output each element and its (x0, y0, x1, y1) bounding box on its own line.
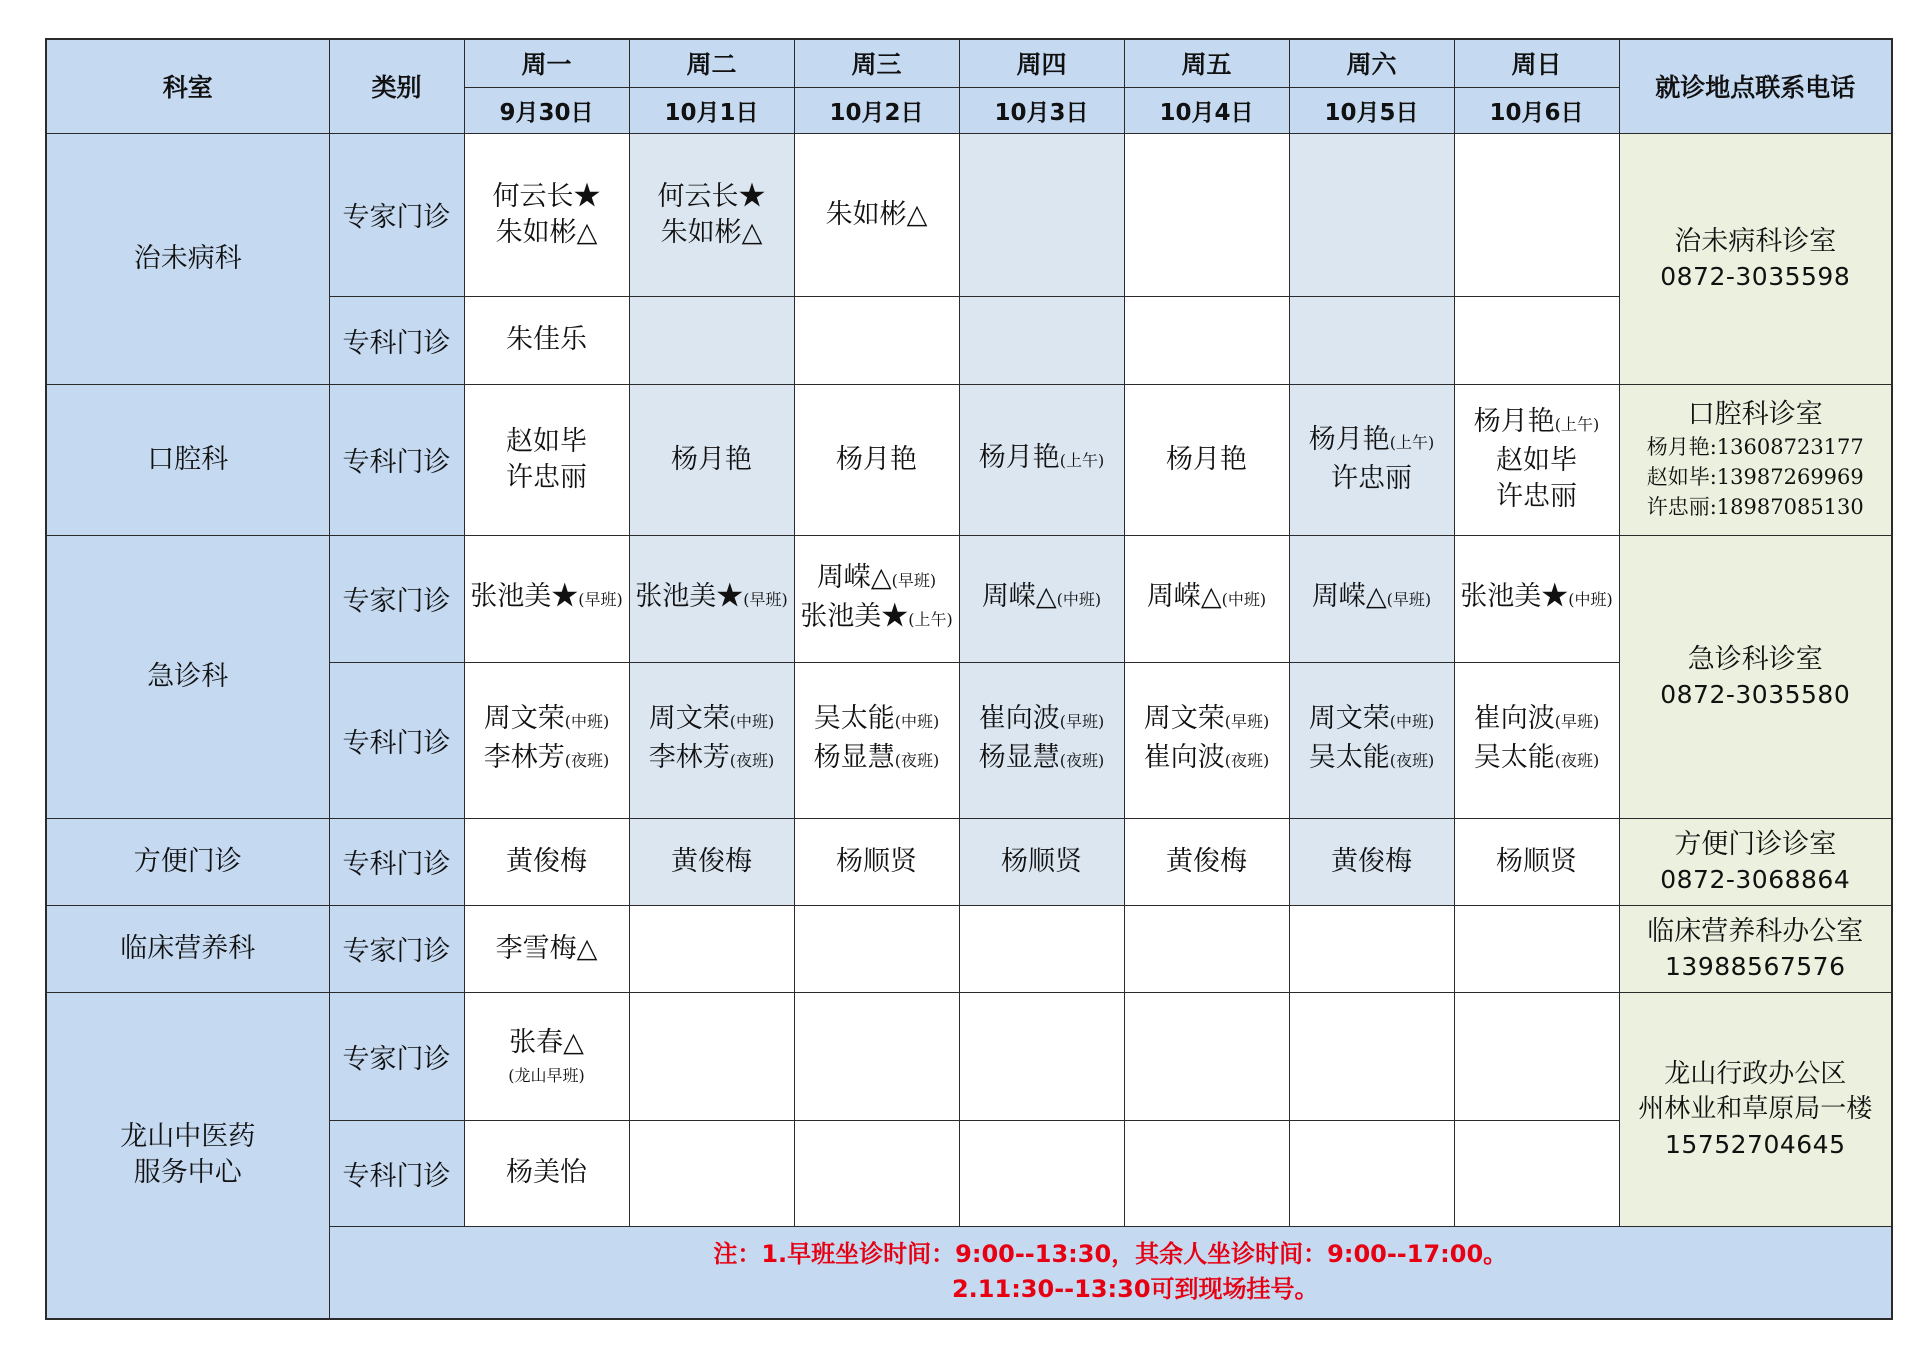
header-day-mon: 周一 (464, 39, 629, 87)
schedule-cell-sat (1289, 296, 1454, 384)
shift-label: (早班) (1386, 590, 1432, 609)
doctor-entry (1290, 461, 1454, 497)
contact-location: 临床营养科办公室 (1647, 915, 1864, 947)
contact-cell (1619, 992, 1892, 1226)
contact-phone: 许忠丽:18987085130 (1646, 495, 1864, 519)
contact-phone: 赵如毕:13987269969 (1646, 465, 1864, 489)
doctor-entry (1455, 579, 1619, 618)
doctor-name: 杨顺贤 (836, 845, 917, 877)
doctor-name: 张池美★ (800, 600, 909, 632)
category-cell: 专家门诊 (329, 133, 464, 296)
doctor-entry (465, 322, 629, 358)
footnote-line-2: 2.11:30--13:30可到现场挂号。 (951, 1275, 1319, 1304)
doctor-name: 黄俊梅 (671, 845, 752, 877)
shift-label: (中班) (564, 712, 610, 731)
doctor-name: 张池美★ (1460, 581, 1569, 612)
department-emergency (46, 535, 329, 818)
header-category: 类别 (329, 39, 464, 133)
contact-phone: 13988567576 (1665, 951, 1846, 981)
doctor-name: 周嵘△ (816, 561, 892, 593)
schedule-cell-wed (794, 905, 959, 992)
department-name: 方便门诊 (133, 845, 242, 877)
doctor-entry (465, 1025, 629, 1061)
doctor-name: 周嵘△ (1311, 581, 1387, 612)
doctor-name: 朱如彬△ (495, 216, 598, 248)
doctor-entry (630, 579, 794, 618)
doctor-name: 张池美★ (635, 581, 744, 612)
shift-label: (早班) (578, 590, 623, 609)
shift-label: (早班) (1554, 712, 1600, 731)
contact-location: 急诊科诊室 (1687, 643, 1823, 675)
schedule-cell-tue (629, 535, 794, 662)
department-name: 服务中心 (133, 1157, 242, 1189)
schedule-cell-wed (794, 992, 959, 1120)
department-name: 临床营养科 (120, 932, 256, 964)
department-convenience-clinic (46, 818, 329, 905)
contact-location: 口腔科诊室 (1687, 399, 1823, 430)
schedule-cell-mon (464, 905, 629, 992)
doctor-entry (960, 579, 1124, 618)
doctor-entry (795, 560, 959, 599)
shift-label: (夜班) (1389, 751, 1435, 770)
footnote (329, 1226, 1892, 1319)
footnote-label: 注： (713, 1240, 762, 1269)
doctor-entry (1290, 422, 1454, 461)
doctor-entry (630, 740, 794, 779)
doctor-entry (630, 215, 794, 251)
doctor-entry (1290, 740, 1454, 779)
schedule-cell-thu (959, 905, 1124, 992)
shift-label: (中班) (729, 712, 775, 731)
doctor-name: 杨月艳 (1473, 406, 1555, 437)
schedule-cell-thu (959, 133, 1124, 296)
schedule-cell-tue (629, 384, 794, 535)
contact-location: 治未病科诊室 (1674, 225, 1837, 257)
shift-label: (夜班) (1554, 751, 1600, 770)
doctor-entry (465, 931, 629, 967)
doctor-entry (1455, 740, 1619, 779)
schedule-cell-tue (629, 662, 794, 818)
doctor-entry (795, 701, 959, 740)
contact-cell (1619, 535, 1892, 818)
schedule-cell-mon (464, 992, 629, 1120)
header-day-thu: 周四 (959, 39, 1124, 87)
doctor-entry (465, 1155, 629, 1191)
shift-label: (上午) (1389, 433, 1435, 452)
schedule-cell-fri (1124, 1120, 1289, 1226)
doctor-name: 吴太能 (1308, 742, 1390, 773)
doctor-name: 吴太能 (813, 703, 895, 734)
doctor-entry (465, 844, 629, 880)
department-name: 口腔科 (147, 443, 229, 475)
category-cell: 专科门诊 (329, 296, 464, 384)
doctor-name: 许忠丽 (1331, 463, 1412, 494)
contact-cell (1619, 384, 1892, 535)
contact-cell (1619, 905, 1892, 992)
doctor-entry (630, 179, 794, 215)
doctor-name: 崔向波 (978, 703, 1060, 734)
shift-label: (夜班) (894, 751, 940, 770)
doctor-name: 赵如毕 (506, 425, 587, 457)
table-row (46, 992, 1892, 1120)
doctor-name: 赵如毕 (1496, 445, 1577, 476)
schedule-cell-sat (1289, 535, 1454, 662)
shift-label: (中班) (1056, 590, 1102, 609)
doctor-entry (1125, 740, 1289, 779)
schedule-cell-sat (1289, 1120, 1454, 1226)
schedule-cell-mon (464, 384, 629, 535)
schedule-cell-wed (794, 296, 959, 384)
doctor-name: 李林芳 (648, 742, 730, 773)
schedule-cell-sat (1289, 662, 1454, 818)
footnote-text: 1.早班坐诊时间：9:00--13:30，其余人坐诊时间：9:00--17:00。 (761, 1240, 1508, 1269)
category-cell: 专家门诊 (329, 905, 464, 992)
schedule-cell-wed (794, 535, 959, 662)
doctor-name: 许忠丽 (506, 461, 587, 493)
doctor-name: 杨月艳 (1166, 443, 1247, 475)
doctor-name: 杨顺贤 (1496, 845, 1577, 877)
contact-phone: 0872-3035598 (1660, 261, 1851, 291)
table-row (46, 818, 1892, 905)
schedule-cell-sun (1454, 992, 1619, 1120)
contact-cell (1619, 818, 1892, 905)
doctor-name: 杨月艳 (836, 443, 917, 475)
table-row (46, 384, 1892, 535)
shift-label: (夜班) (1059, 751, 1105, 770)
doctor-entry (465, 701, 629, 740)
doctor-name: 黄俊梅 (506, 845, 587, 877)
doctor-entry (465, 740, 629, 779)
doctor-entry (1455, 443, 1619, 479)
schedule-cell-sat (1289, 818, 1454, 905)
schedule-cell-sun (1454, 296, 1619, 384)
doctor-name: 何云长★ (657, 180, 766, 212)
doctor-entry (465, 179, 629, 215)
schedule-cell-sat (1289, 905, 1454, 992)
shift-label: (早班) (1059, 712, 1105, 731)
shift-label: (早班) (891, 570, 937, 590)
header-date-sat: 10月5日 (1289, 87, 1454, 133)
doctor-entry (1455, 701, 1619, 740)
doctor-name: 杨月艳 (978, 442, 1060, 473)
category-cell: 专科门诊 (329, 662, 464, 818)
contact-location: 龙山行政办公区 (1664, 1058, 1847, 1089)
shift-label: (早班) (743, 590, 788, 609)
table-row (46, 905, 1892, 992)
doctor-name: 周文荣 (1308, 703, 1390, 734)
doctor-name: 黄俊梅 (1331, 845, 1412, 877)
header-day-sun: 周日 (1454, 39, 1619, 87)
doctor-entry (795, 844, 959, 880)
doctor-name: 杨月艳 (671, 443, 752, 475)
shift-label: (夜班) (729, 751, 775, 770)
doctor-name: 朱佳乐 (506, 324, 587, 355)
doctor-name: 周嵘△ (981, 581, 1057, 612)
department-longshan-tcm-center (46, 992, 329, 1319)
doctor-entry (1290, 701, 1454, 740)
shift-label: (夜班) (564, 751, 610, 770)
header-contact: 就诊地点联系电话 (1619, 39, 1892, 133)
category-cell: 专科门诊 (329, 818, 464, 905)
shift-label: (上午) (1059, 451, 1105, 470)
schedule-cell-sat (1289, 992, 1454, 1120)
doctor-entry (1290, 844, 1454, 880)
doctor-entry (465, 215, 629, 251)
department-preventive-medicine (46, 133, 329, 384)
schedule-cell-tue (629, 1120, 794, 1226)
header-date-mon: 9月30日 (464, 87, 629, 133)
schedule-cell-thu (959, 1120, 1124, 1226)
doctor-name: 何云长★ (492, 180, 601, 212)
header-date-tue: 10月1日 (629, 87, 794, 133)
header-day-sat: 周六 (1289, 39, 1454, 87)
schedule-cell-mon (464, 535, 629, 662)
schedule-cell-tue (629, 296, 794, 384)
schedule-cell-wed (794, 662, 959, 818)
schedule-cell-tue (629, 818, 794, 905)
doctor-entry (1290, 579, 1454, 618)
doctor-name: 朱如彬△ (825, 198, 928, 230)
doctor-name: 崔向波 (1143, 742, 1225, 773)
schedule-cell-sun (1454, 818, 1619, 905)
contact-location: 州林业和草原局一楼 (1638, 1093, 1873, 1124)
contact-phone: 15752704645 (1665, 1129, 1846, 1159)
schedule-cell-sun (1454, 384, 1619, 535)
contact-phone: 0872-3035580 (1660, 679, 1851, 709)
doctor-name: 周嵘△ (1146, 581, 1222, 612)
doctor-entry (1455, 844, 1619, 880)
doctor-entry (1455, 404, 1619, 443)
doctor-name: 李林芳 (483, 742, 565, 773)
doctor-entry (630, 701, 794, 740)
schedule-cell-thu (959, 535, 1124, 662)
header-department: 科室 (46, 39, 329, 133)
category-cell: 专科门诊 (329, 384, 464, 535)
header-date-wed: 10月2日 (794, 87, 959, 133)
doctor-entry (630, 844, 794, 880)
doctor-name: 周文荣 (648, 703, 730, 734)
schedule-cell-wed (794, 818, 959, 905)
doctor-name: 黄俊梅 (1166, 845, 1247, 877)
doctor-entry (960, 701, 1124, 740)
doctor-name: 许忠丽 (1496, 481, 1577, 512)
doctor-name: 张池美★ (470, 581, 579, 612)
schedule-cell-wed (794, 133, 959, 296)
category-cell: 专家门诊 (329, 992, 464, 1120)
shift-label: (上午) (908, 609, 953, 629)
doctor-entry (960, 844, 1124, 880)
schedule-cell-fri (1124, 992, 1289, 1120)
doctor-entry (1455, 479, 1619, 515)
schedule-cell-sat (1289, 133, 1454, 296)
header-date-thu: 10月3日 (959, 87, 1124, 133)
doctor-entry (1125, 844, 1289, 880)
schedule-cell-sat (1289, 384, 1454, 535)
shift-label: (上午) (1554, 415, 1600, 434)
schedule-cell-mon (464, 818, 629, 905)
doctor-entry (465, 424, 629, 460)
schedule-cell-thu (959, 296, 1124, 384)
doctor-name: 崔向波 (1473, 703, 1555, 734)
doctor-entry (1125, 579, 1289, 618)
contact-phone: 杨月艳:13608723177 (1646, 435, 1864, 459)
doctor-name: 吴太能 (1473, 742, 1555, 773)
doctor-name: 杨美怡 (506, 1157, 587, 1188)
schedule-cell-tue (629, 905, 794, 992)
schedule-cell-fri (1124, 818, 1289, 905)
doctor-entry (1125, 701, 1289, 740)
schedule-cell-fri (1124, 296, 1289, 384)
schedule-cell-sun (1454, 1120, 1619, 1226)
doctor-name: 张春△ (509, 1026, 584, 1058)
doctor-name: 周文荣 (483, 703, 565, 734)
department-name: 龙山中医药 (120, 1121, 256, 1153)
doctor-name: 李雪梅△ (495, 932, 598, 964)
doctor-entry (960, 740, 1124, 779)
schedule-cell-sun (1454, 133, 1619, 296)
header-day-fri: 周五 (1124, 39, 1289, 87)
schedule-cell-fri (1124, 384, 1289, 535)
schedule-cell-wed (794, 1120, 959, 1226)
doctor-entry (795, 599, 959, 638)
category-cell: 专科门诊 (329, 1120, 464, 1226)
doctor-entry (960, 440, 1124, 479)
schedule-cell-thu (959, 818, 1124, 905)
doctor-name: 朱如彬△ (660, 216, 763, 248)
schedule-cell-mon (464, 296, 629, 384)
schedule-cell-tue (629, 133, 794, 296)
header-row-days (46, 39, 1892, 87)
doctor-name: 杨显慧 (813, 742, 895, 773)
doctor-entry (465, 579, 629, 618)
category-cell: 专家门诊 (329, 535, 464, 662)
schedule-cell-sun (1454, 905, 1619, 992)
department-name: 治未病科 (133, 242, 242, 274)
shift-label: (中班) (1389, 712, 1435, 731)
shift-label: (早班) (1224, 712, 1270, 731)
doctor-entry (795, 442, 959, 478)
schedule-cell-fri (1124, 662, 1289, 818)
doctor-entry (630, 442, 794, 478)
doctor-entry (795, 197, 959, 233)
doctor-entry (465, 460, 629, 496)
shift-label: (夜班) (1224, 751, 1270, 770)
doctor-name: 杨月艳 (1308, 424, 1390, 455)
schedule-cell-thu (959, 992, 1124, 1120)
schedule-cell-fri (1124, 535, 1289, 662)
header-date-sun: 10月6日 (1454, 87, 1619, 133)
schedule-cell-fri (1124, 905, 1289, 992)
schedule-cell-fri (1124, 133, 1289, 296)
contact-phone: 0872-3068864 (1660, 864, 1851, 894)
doctor-entry (795, 740, 959, 779)
schedule-cell-thu (959, 662, 1124, 818)
department-clinical-nutrition (46, 905, 329, 992)
department-stomatology (46, 384, 329, 535)
table-row (46, 535, 1892, 662)
department-name: 急诊科 (147, 660, 229, 692)
doctor-entry (465, 1061, 629, 1088)
schedule-cell-mon (464, 133, 629, 296)
schedule-cell-sun (1454, 535, 1619, 662)
contact-cell (1619, 133, 1892, 384)
header-day-wed: 周三 (794, 39, 959, 87)
contact-location: 方便门诊诊室 (1674, 828, 1837, 860)
shift-label: (中班) (1221, 590, 1267, 609)
schedule-cell-thu (959, 384, 1124, 535)
schedule-cell-wed (794, 384, 959, 535)
table-row (46, 133, 1892, 296)
doctor-name: 周文荣 (1143, 703, 1225, 734)
shift-label: (龙山早班) (508, 1065, 585, 1085)
doctor-name: 杨顺贤 (1001, 845, 1082, 877)
schedule-cell-tue (629, 992, 794, 1120)
schedule-cell-mon (464, 662, 629, 818)
schedule-table (45, 38, 1893, 1320)
footnote-line-1 (330, 1237, 1892, 1272)
header-day-tue: 周二 (629, 39, 794, 87)
doctor-name: 杨显慧 (978, 742, 1060, 773)
shift-label: (中班) (1568, 590, 1613, 609)
schedule-cell-sun (1454, 662, 1619, 818)
shift-label: (中班) (894, 712, 940, 731)
schedule-cell-mon (464, 1120, 629, 1226)
doctor-entry (1125, 442, 1289, 478)
header-date-fri: 10月4日 (1124, 87, 1289, 133)
